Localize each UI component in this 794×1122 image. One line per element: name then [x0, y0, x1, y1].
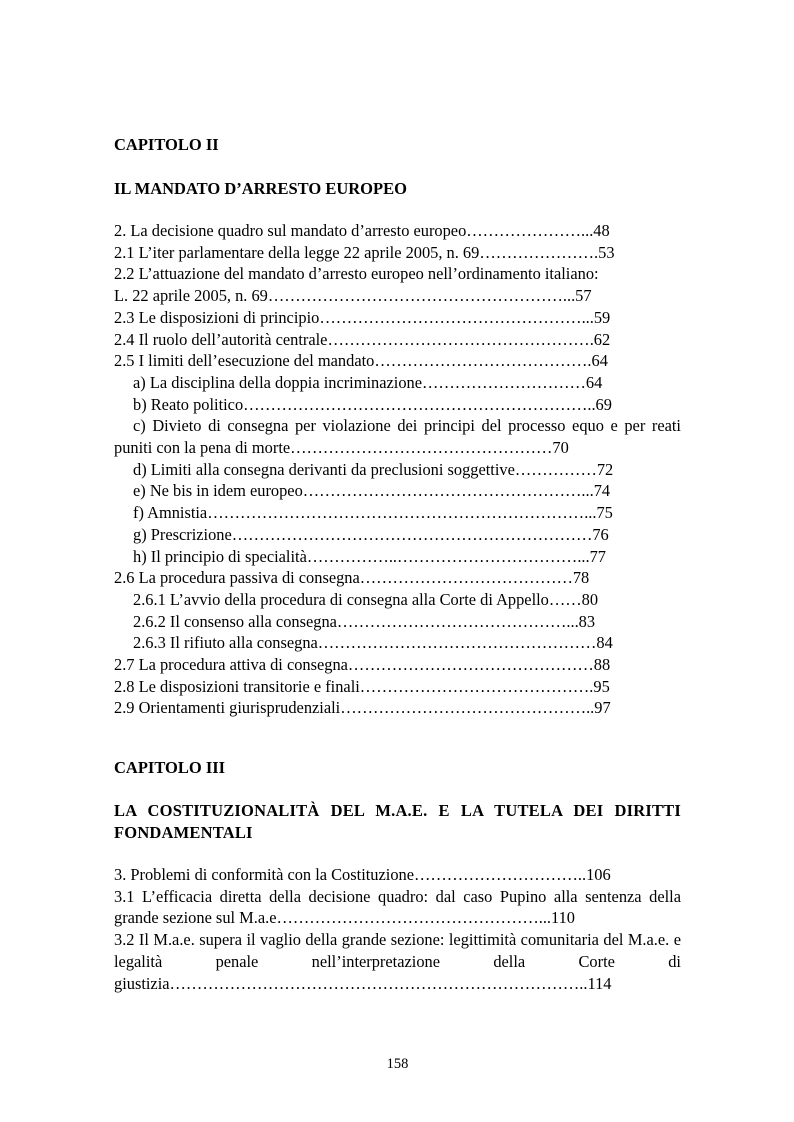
- toc-entry-2-2[interactable]: 2.2 L’attuazione del mandato d’arresto europeo nell’ordinamento italiano:: [114, 264, 599, 284]
- toc-entry-2-6-2[interactable]: 2.6.2 Il consenso alla consegna……………………………………...83: [133, 611, 596, 631]
- document-page: [114, 0, 681, 1122]
- toc-entry-2-6[interactable]: 2.6 La procedura passiva di consegna…………………………………78: [114, 568, 590, 588]
- toc-entry-2-5[interactable]: 2.5 I limiti dell’esecuzione del mandato………………………………….64: [114, 351, 608, 371]
- toc-entry-2-2-cont[interactable]: L. 22 aprile 2005, n. 69………………………………………………...57: [114, 286, 592, 306]
- page-number: 158: [386, 1056, 409, 1072]
- toc-entry-3-1[interactable]: 3.1 L’efficacia diretta della decisione quadro: dal caso Pupino alla sentenza della grande sezione sul M.a.e…………………………………………...110: [114, 886, 681, 928]
- toc-entry-3-2[interactable]: 3.2 Il M.a.e. supera il vaglio della grande sezione: legittimità comunitaria del M.a.e. e legalità penale nell’interpretazione della Corte di giustizia…………………………………………………………………..114: [114, 930, 681, 993]
- chapter-2-toc: [114, 220, 681, 719]
- chapter-2-label: CAPITOLO II: [114, 135, 219, 154]
- toc-entry-2-6-3[interactable]: 2.6.3 Il rifiuto alla consegna……………………………………………84: [133, 633, 613, 653]
- chapter-2-title: IL MANDATO D’ARRESTO EUROPEO: [114, 179, 407, 198]
- chapter-3-toc: [114, 864, 681, 994]
- toc-entry-2-7[interactable]: 2.7 La procedura attiva di consegna………………………………………88: [114, 655, 611, 675]
- chapter-3-title: LA COSTITUZIONALITÀ DEL M.A.E. E LA TUTELA DEI DIRITTI FONDAMENTALI: [114, 801, 681, 842]
- toc-entry-2-5-b[interactable]: b) Reato politico………………………………………………………..69: [133, 394, 612, 414]
- toc-entry-2[interactable]: 2. La decisione quadro sul mandato d’arresto europeo…………………...48: [114, 221, 610, 240]
- toc-entry-2-5-g[interactable]: g) Prescrizione…………………………………………………………76: [133, 524, 609, 544]
- toc-entry-2-4[interactable]: 2.4 Il ruolo dell’autorità centrale………………………………………….62: [114, 329, 611, 349]
- toc-entry-2-1[interactable]: 2.1 L’iter parlamentare della legge 22 aprile 2005, n. 69………………….53: [114, 242, 615, 262]
- chapter-3-label: CAPITOLO III: [114, 758, 226, 777]
- toc-entry-2-8[interactable]: 2.8 Le disposizioni transitorie e finali…………………………………….95: [114, 676, 610, 696]
- toc-entry-2-5-f[interactable]: f) Amnistia……………………………………………………………...75: [133, 503, 613, 523]
- toc-entry-2-3[interactable]: 2.3 Le disposizioni di principio…………………………………………...59: [114, 307, 611, 327]
- toc-entry-3[interactable]: 3. Problemi di conformità con la Costituzione…………………………..106: [114, 865, 611, 884]
- toc-entry-2-9[interactable]: 2.9 Orientamenti giurisprudenziali………………………………………..97: [114, 698, 611, 718]
- toc-entry-2-6-1[interactable]: 2.6.1 L’avvio della procedura di consegna alla Corte di Appello……80: [133, 589, 599, 609]
- toc-entry-2-5-a[interactable]: a) La disciplina della doppia incriminazione…………………………64: [133, 372, 603, 392]
- toc-entry-2-5-c[interactable]: c) Divieto di consegna per violazione dei principi del processo equo e per reati puniti con la pena di morte…………………………………………70: [114, 416, 681, 458]
- toc-entry-2-5-d[interactable]: d) Limiti alla consegna derivanti da preclusioni soggettive……………72: [133, 459, 614, 479]
- toc-entry-2-5-h[interactable]: h) Il principio di specialità……………..……………………………...77: [133, 546, 606, 566]
- toc-entry-2-5-e[interactable]: e) Ne bis in idem europeo……………………………………………...74: [133, 481, 611, 501]
